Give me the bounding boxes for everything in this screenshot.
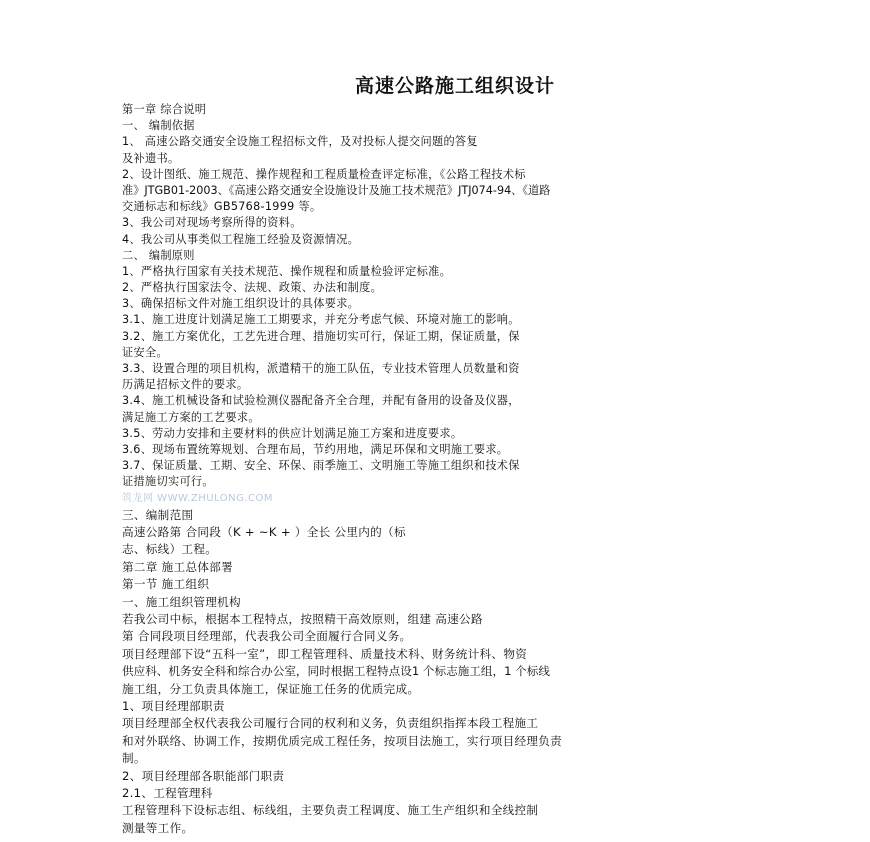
paragraph-line: 项目经理部全权代表我公司履行合同的权利和义务，负责组织指挥本段工程施工 — [122, 716, 539, 731]
paragraph-line: 供应科、机务安全科和综合办公室，同时根据工程特点设1 个标志施工组，1 个标线 — [122, 664, 550, 679]
paragraph-line: 3.6、现场布置统筹规划、合理布局，节约用地，满足环保和文明施工要求。 — [122, 442, 509, 456]
paragraph-line: 3.2、施工方案优化，工艺先进合理、措施切实可行，保证工期，保证质量，保 — [122, 329, 520, 343]
paragraph-line: 证措施切实可行。 — [122, 475, 214, 489]
paragraph-line: 3、我公司对现场考察所得的资料。 — [122, 216, 302, 230]
watermark-text: 筑龙网 WWW.ZHULONG.COM — [122, 492, 274, 504]
paragraph-line: 3.5、劳动力安排和主要材料的供应计划满足施工方案和进度要求。 — [122, 426, 463, 440]
paragraph-line: 1、严格执行国家有关技术规范、操作规程和质量检验评定标准。 — [122, 264, 452, 278]
paragraph-line: 历满足招标文件的要求。 — [122, 378, 249, 392]
paragraph-line: 3.1、施工进度计划满足施工工期要求，并充分考虑气候、环境对施工的影响。 — [122, 313, 520, 327]
paragraph-line: 制。 — [122, 751, 146, 766]
paragraph-line: 第 合同段项目经理部，代表我公司全面履行合同义务。 — [122, 629, 412, 644]
paragraph-line: 项目经理部下设“五科一室”，即工程管理科、质量技术科、财务统计科、物资 — [122, 646, 528, 661]
paragraph-line: 准》JTGB01-2003、《高速公路交通安全设施设计及施工技术规范》JTJ074-94、《道路 — [122, 183, 551, 197]
paragraph-line: 3.4、施工机械设备和试验检测仪器配备齐全合理，并配有备用的设备及仪器， — [122, 394, 520, 408]
paragraph-line: 施工组，分工负责具体施工，保证施工任务的优质完成。 — [122, 681, 420, 696]
chapter-heading: 第一章 综合说明 — [122, 103, 207, 116]
section-heading: 二、 编制原则 — [122, 248, 195, 262]
paragraph-line: 和对外联络、协调工作，按期优质完成工程任务，按项目法施工，实行项目经理负责 — [122, 733, 563, 748]
paragraph-line: 证安全。 — [122, 345, 168, 359]
paragraph-line: 志、标线）工程。 — [122, 542, 218, 557]
paragraph-line: 交通标志和标线》GB5768-1999 等。 — [122, 200, 322, 214]
document-title: 高速公路施工组织设计 — [354, 75, 555, 97]
paragraph-line: 1、 高速公路交通安全设施工程招标文件，及对投标人提交问题的答复 — [122, 135, 478, 149]
section-heading: 一、施工组织管理机构 — [122, 594, 241, 609]
section-heading: 一、 编制依据 — [122, 119, 195, 133]
paragraph-line: 2、设计图纸、施工规范、操作规程和工程质量检查评定标准，《公路工程技术标 — [122, 167, 526, 181]
chapter-heading: 第二章 施工总体部署 — [122, 559, 234, 574]
subsection-heading: 2.1、工程管理科 — [122, 785, 213, 800]
subsection-heading: 第一节 施工组织 — [122, 577, 210, 592]
section-heading: 1、项目经理部职责 — [122, 698, 225, 713]
paragraph-line: 3、确保招标文件对施工组织设计的具体要求。 — [122, 297, 360, 311]
paragraph-line: 4、我公司从事类似工程施工经验及资源情况。 — [122, 232, 360, 246]
paragraph-line: 高速公路第 合同段（K + ~K + ）全长 公里内的（标 — [122, 525, 406, 540]
section-heading: 2、项目经理部各职能部门职责 — [122, 768, 285, 783]
paragraph-line: 2、严格执行国家法令、法规、政策、办法和制度。 — [122, 281, 383, 295]
paragraph-line: 3.3、设置合理的项目机构，派遣精干的施工队伍，专业技术管理人员数量和资 — [122, 362, 520, 375]
paragraph-line: 及补遗书。 — [122, 151, 180, 165]
paragraph-line: 满足施工方案的工艺要求。 — [122, 410, 260, 424]
paragraph-line: 3.7、保证质量、工期、安全、环保、雨季施工、文明施工等施工组织和技术保 — [122, 459, 520, 473]
paragraph-line: 测量等工作。 — [122, 820, 194, 835]
paragraph-line: 工程管理科下设标志组、标线组，主要负责工程调度、施工生产组织和全线控制 — [122, 803, 539, 818]
paragraph-line: 若我公司中标，根据本工程特点，按照精干高效原则，组建 高速公路 — [122, 612, 483, 627]
section-heading: 三、编制范围 — [122, 507, 194, 522]
document-body — [122, 102, 742, 837]
